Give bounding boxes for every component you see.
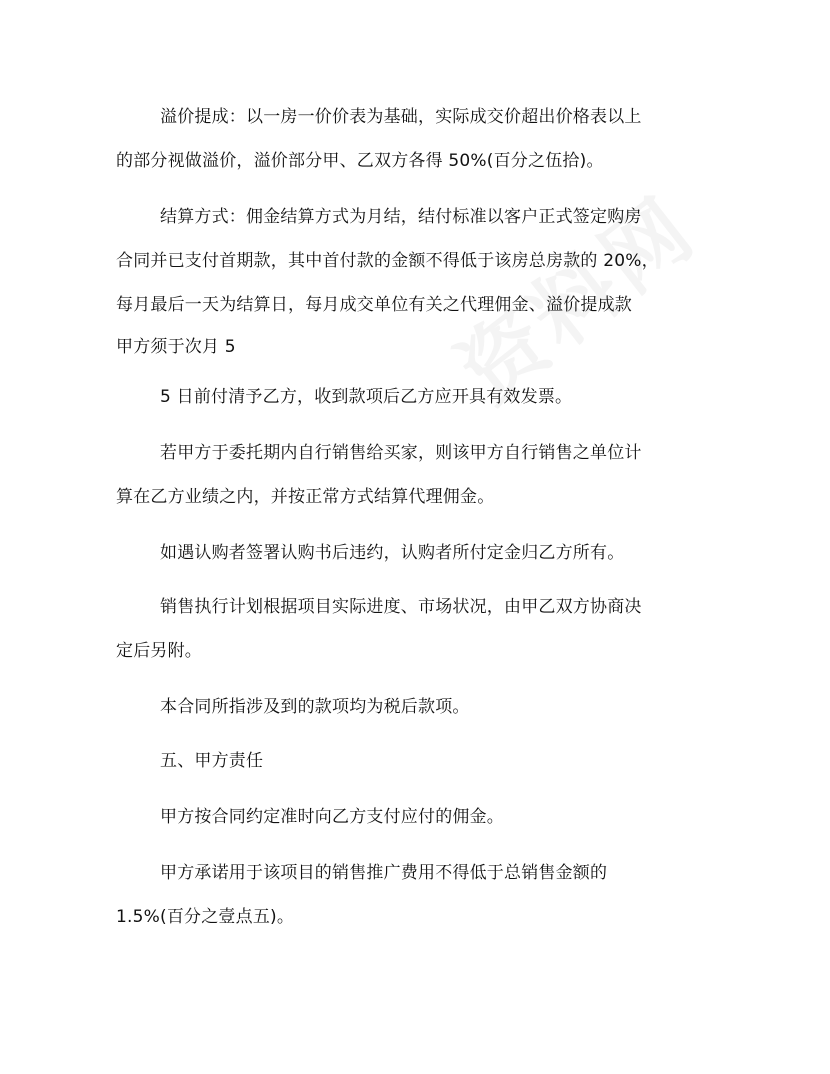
paragraph-line: 算在乙方业绩之内，并按正常方式结算代理佣金。 [116,487,495,507]
paragraph-line: 定后另附。 [116,641,202,661]
paragraph-line: 的部分视做溢价，溢价部分甲、乙双方各得 50%(百分之伍拾)。 [116,151,604,171]
paragraph-line: 合同并已支付首期款，其中首付款的金额不得低于该房总房款的 20%， [116,251,659,271]
paragraph-line: 结算方式：佣金结算方式为月结，结付标准以客户正式签定购房 [160,207,642,227]
paragraph-line: 每月最后一天为结算日，每月成交单位有关之代理佣金、溢价提成款 [116,295,632,315]
paragraph-line: 5 日前付清予乙方，收到款项后乙方应开具有效发票。 [160,387,573,407]
paragraph-line: 甲方须于次月 5 [116,337,236,357]
paragraph-line: 1.5%(百分之壹点五)。 [116,907,295,927]
paragraph-line: 本合同所指涉及到的款项均为税后款项。 [160,697,470,717]
paragraph-line: 若甲方于委托期内自行销售给买家，则该甲方自行销售之单位计 [160,443,642,463]
paragraph-line: 溢价提成：以一房一价价表为基础，实际成交价超出价格表以上 [160,107,642,127]
paragraph-line: 甲方按合同约定准时向乙方支付应付的佣金。 [160,807,504,827]
paragraph-line: 甲方承诺用于该项目的销售推广费用不得低于总销售金额的 [160,863,608,883]
paragraph-line: 销售执行计划根据项目实际进度、市场状况，由甲乙双方协商决 [160,597,642,617]
paragraph-line: 如遇认购者签署认购书后违约，认购者所付定金归乙方所有。 [160,543,625,563]
section-heading: 五、甲方责任 [160,751,264,771]
